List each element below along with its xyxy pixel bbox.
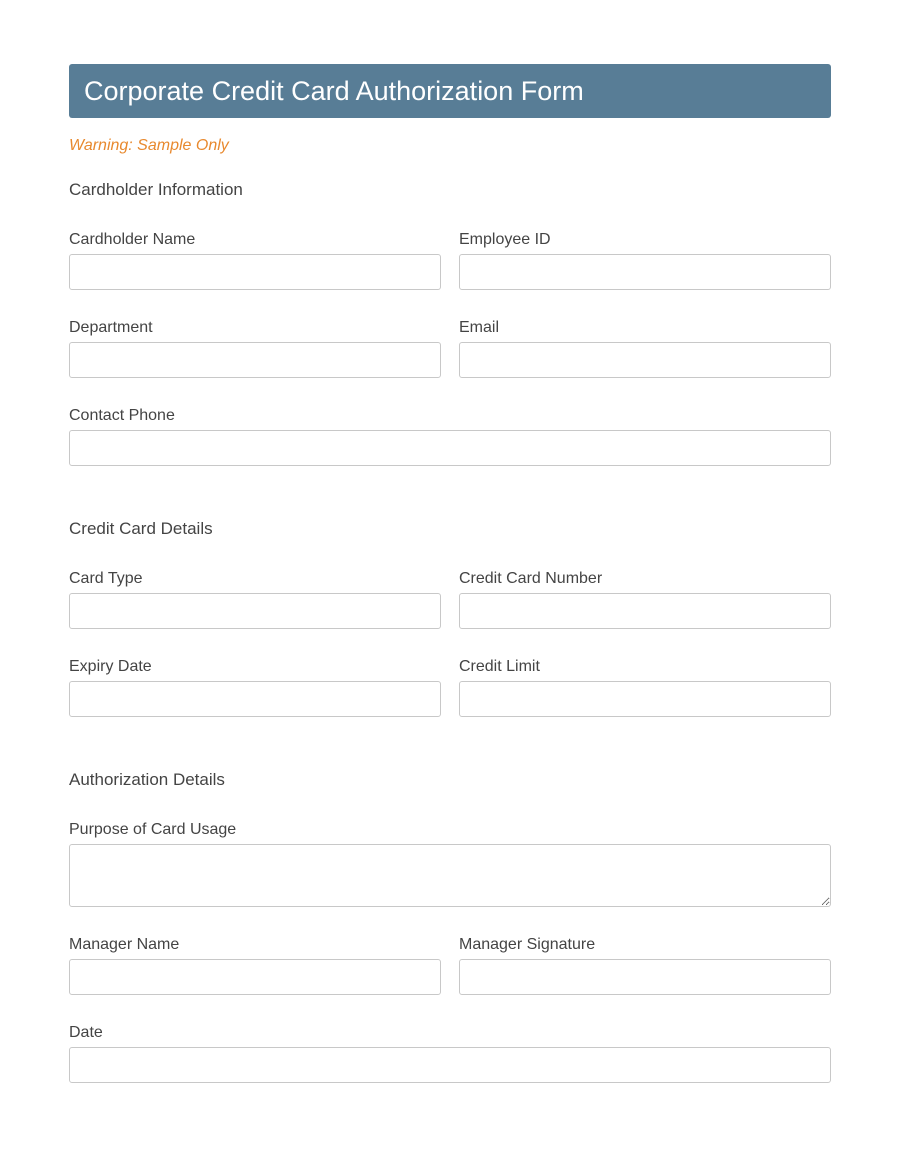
employee-id-label: Employee ID <box>459 231 551 248</box>
cardholder-name-label: Cardholder Name <box>69 231 196 248</box>
manager-name-label: Manager Name <box>69 936 180 953</box>
credit-limit-input[interactable] <box>459 681 831 717</box>
credit-limit-label: Credit Limit <box>459 658 540 675</box>
page-title: Corporate Credit Card Authorization Form <box>84 76 584 106</box>
card-number-input[interactable] <box>459 593 831 629</box>
contact-phone-label: Contact Phone <box>69 407 175 424</box>
warning-text: Warning: Sample Only <box>69 137 229 154</box>
card-type-label: Card Type <box>69 570 143 587</box>
section-heading-card: Credit Card Details <box>69 519 213 538</box>
email-label: Email <box>459 319 500 336</box>
department-label: Department <box>69 319 153 336</box>
section-heading-authorization: Authorization Details <box>69 770 225 789</box>
purpose-label: Purpose of Card Usage <box>69 821 237 838</box>
manager-signature-label: Manager Signature <box>459 936 596 953</box>
purpose-textarea[interactable] <box>69 844 831 907</box>
expiry-date-label: Expiry Date <box>69 658 152 675</box>
section-heading-cardholder: Cardholder Information <box>69 180 243 199</box>
employee-id-input[interactable] <box>459 254 831 290</box>
department-input[interactable] <box>69 342 441 378</box>
card-number-label: Credit Card Number <box>459 570 603 587</box>
contact-phone-input[interactable] <box>69 430 831 466</box>
form-header <box>69 64 831 118</box>
card-type-input[interactable] <box>69 593 441 629</box>
cardholder-name-input[interactable] <box>69 254 441 290</box>
email-input[interactable] <box>459 342 831 378</box>
manager-name-input[interactable] <box>69 959 441 995</box>
date-input[interactable] <box>69 1047 831 1083</box>
date-label: Date <box>69 1024 103 1041</box>
manager-signature-input[interactable] <box>459 959 831 995</box>
expiry-date-input[interactable] <box>69 681 441 717</box>
